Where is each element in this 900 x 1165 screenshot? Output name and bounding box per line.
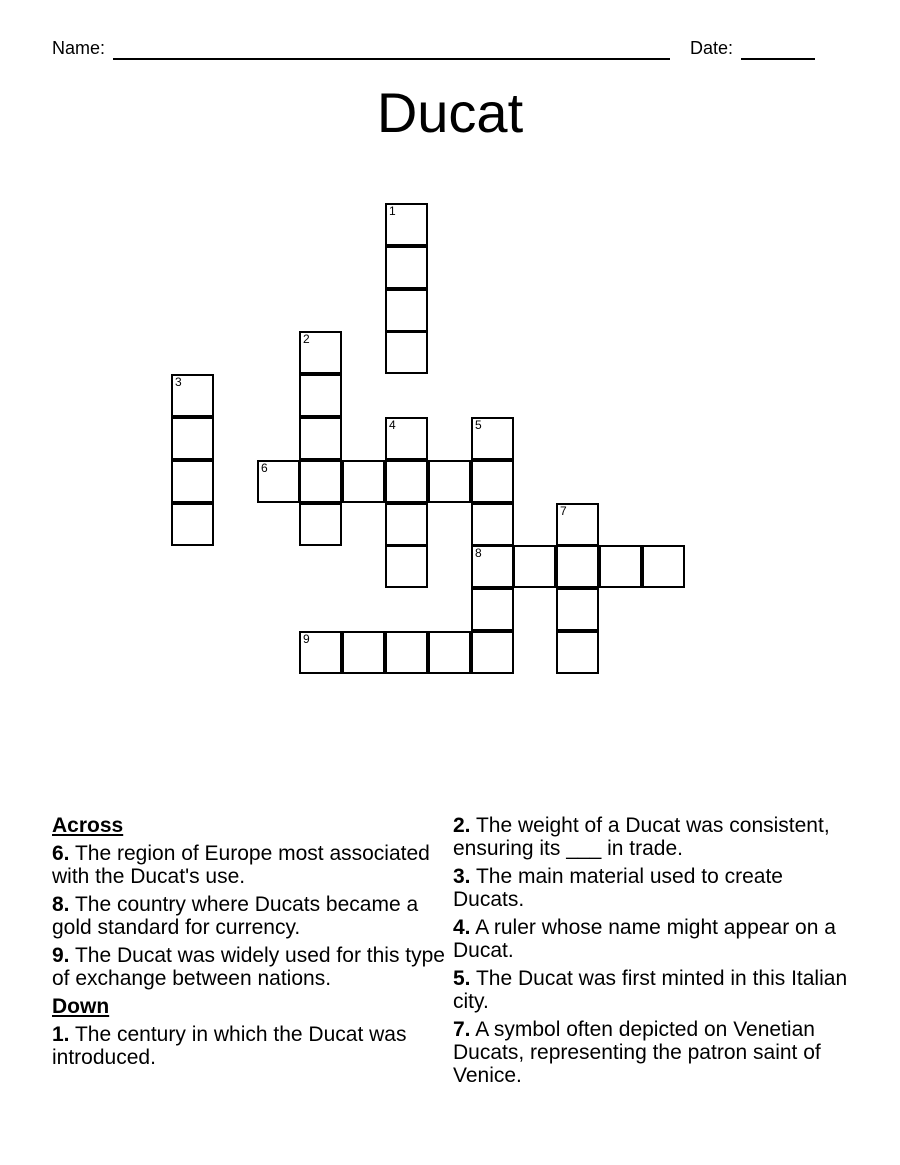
cell-number: 4 bbox=[389, 418, 396, 432]
grid-cell[interactable] bbox=[385, 503, 428, 546]
grid-cell[interactable] bbox=[342, 631, 385, 674]
clue-number: 1. bbox=[52, 1023, 70, 1046]
grid-cell[interactable] bbox=[299, 374, 342, 417]
clue-across-6 bbox=[52, 842, 447, 888]
grid-cell[interactable] bbox=[513, 545, 556, 588]
grid-cell[interactable] bbox=[171, 503, 214, 546]
grid-cell[interactable] bbox=[471, 460, 514, 503]
clues-left-column bbox=[52, 814, 447, 1074]
grid-cell[interactable] bbox=[556, 503, 599, 546]
grid-cell[interactable] bbox=[385, 289, 428, 332]
grid-cell[interactable] bbox=[299, 417, 342, 460]
clues-right-column bbox=[453, 814, 853, 1092]
grid-cell[interactable] bbox=[471, 631, 514, 674]
cell-number: 5 bbox=[475, 418, 482, 432]
grid-cell[interactable] bbox=[471, 545, 514, 588]
clue-down-7 bbox=[453, 1018, 853, 1087]
grid-cell[interactable] bbox=[385, 246, 428, 289]
grid-cell[interactable] bbox=[556, 631, 599, 674]
page-title: Ducat bbox=[376, 81, 524, 144]
cell-number: 9 bbox=[303, 632, 310, 646]
grid-cell[interactable] bbox=[385, 417, 428, 460]
clue-number: 3. bbox=[453, 865, 471, 888]
clue-across-8 bbox=[52, 893, 447, 939]
across-heading: Across bbox=[52, 814, 124, 837]
cell-number: 8 bbox=[475, 546, 482, 560]
grid-cell[interactable] bbox=[342, 460, 385, 503]
cell-number: 6 bbox=[261, 461, 268, 475]
clue-text: The century in which the Ducat was introduced. bbox=[52, 1023, 407, 1069]
clue-text: The region of Europe most associated with the Ducat's use. bbox=[52, 842, 430, 888]
cell-number: 2 bbox=[303, 332, 310, 346]
clue-text: The weight of a Ducat was consistent, ensuring its ___ in trade. bbox=[453, 814, 830, 860]
grid-cell[interactable] bbox=[471, 503, 514, 546]
clue-down-2 bbox=[453, 814, 853, 860]
clue-down-4 bbox=[453, 916, 853, 962]
down-heading: Down bbox=[52, 995, 110, 1018]
grid-cell[interactable] bbox=[471, 588, 514, 631]
clue-number: 2. bbox=[453, 814, 471, 837]
grid-cell[interactable] bbox=[385, 631, 428, 674]
grid-cell[interactable] bbox=[385, 460, 428, 503]
cell-number: 3 bbox=[175, 375, 182, 389]
clue-text: The Ducat was first minted in this Italian city. bbox=[453, 967, 848, 1013]
clue-text: A ruler whose name might appear on a Ducat. bbox=[453, 916, 836, 962]
grid-cell[interactable] bbox=[171, 417, 214, 460]
grid-cell[interactable] bbox=[385, 331, 428, 374]
clue-number: 5. bbox=[453, 967, 471, 990]
clue-number: 6. bbox=[52, 842, 70, 865]
clue-across-9 bbox=[52, 944, 447, 990]
grid-cell[interactable] bbox=[299, 331, 342, 374]
clue-text: The Ducat was widely used for this type of exchange between nations. bbox=[52, 944, 445, 990]
grid-cell[interactable] bbox=[299, 460, 342, 503]
grid-cell[interactable] bbox=[385, 545, 428, 588]
clue-number: 4. bbox=[453, 916, 471, 939]
clue-number: 9. bbox=[52, 944, 70, 967]
grid-cell[interactable] bbox=[299, 503, 342, 546]
clue-number: 8. bbox=[52, 893, 70, 916]
clue-text: The country where Ducats became a gold standard for currency. bbox=[52, 893, 419, 939]
grid-cell[interactable] bbox=[385, 203, 428, 246]
clue-number: 7. bbox=[453, 1018, 471, 1041]
grid-cell[interactable] bbox=[299, 631, 342, 674]
grid-cell[interactable] bbox=[171, 460, 214, 503]
grid-cell[interactable] bbox=[642, 545, 685, 588]
clue-down-5 bbox=[453, 967, 853, 1013]
clue-down-3 bbox=[453, 865, 853, 911]
clue-text: The main material used to create Ducats. bbox=[453, 865, 783, 911]
grid-cell[interactable] bbox=[556, 545, 599, 588]
cell-number: 1 bbox=[389, 204, 396, 218]
grid-cell[interactable] bbox=[428, 631, 471, 674]
grid-cell[interactable] bbox=[428, 460, 471, 503]
grid-cell[interactable] bbox=[471, 417, 514, 460]
clue-down-1 bbox=[52, 1023, 447, 1069]
grid-cell[interactable] bbox=[257, 460, 300, 503]
cell-number: 7 bbox=[560, 504, 567, 518]
name-label: Name: bbox=[52, 38, 106, 58]
grid-cell[interactable] bbox=[599, 545, 642, 588]
date-label: Date: bbox=[690, 38, 734, 58]
grid-cell[interactable] bbox=[556, 588, 599, 631]
clue-text: A symbol often depicted on Venetian Ducats, representing the patron saint of Venice. bbox=[453, 1018, 821, 1087]
grid-cell[interactable] bbox=[171, 374, 214, 417]
